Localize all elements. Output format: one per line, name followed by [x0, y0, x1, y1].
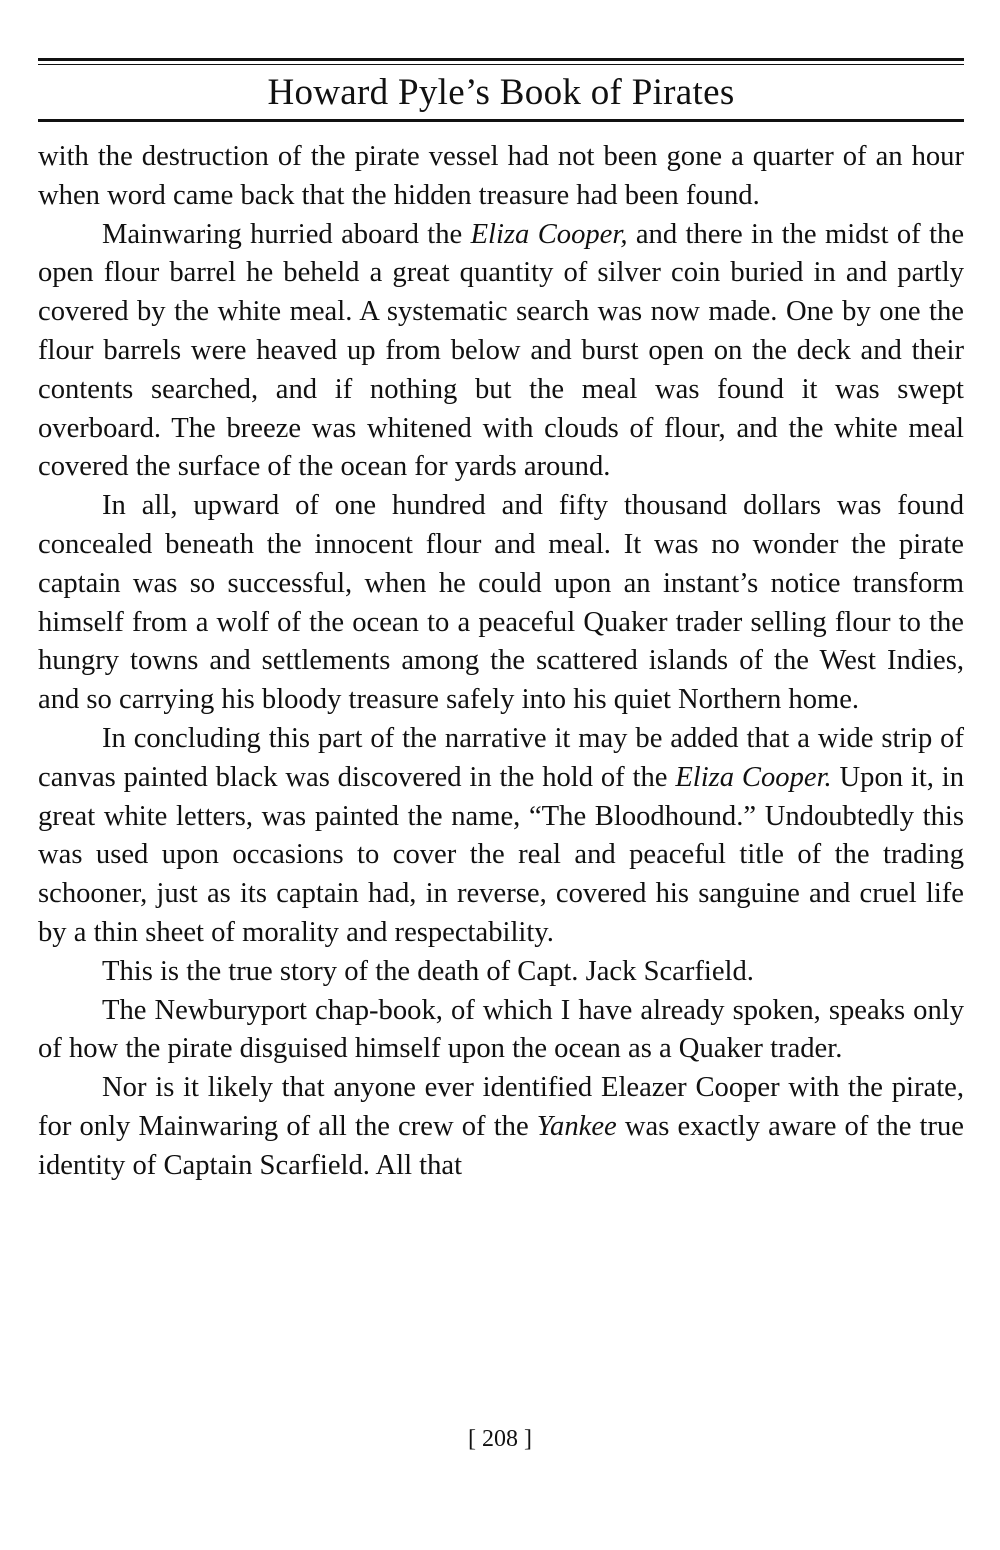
paragraph: [38, 487, 964, 720]
body-text: [38, 138, 964, 1186]
text-segment: In concluding this part of the narrative it may be added that a wide strip of canvas painted black was discovered in the hold of the: [38, 722, 964, 793]
paragraph: [38, 953, 964, 992]
header-rule-top-thin: [38, 64, 964, 65]
text-segment: The Newburyport chap-book, of which I have already spoken, speaks only of how the pirate disguised himself upon the ocean as a Quaker trader.: [38, 994, 964, 1065]
paragraph: [38, 138, 964, 216]
italic-title: Yankee: [536, 1110, 617, 1142]
header-rule-top: [38, 58, 964, 61]
paragraph: [38, 216, 964, 488]
text-segment: In all, upward of one hundred and fifty thousand dollars was found concealed beneath the innocent flour and meal. It was no wonder the pirate captain was so successful, when he could upon an instant’s notice transform himself from a wolf of the ocean to a peaceful Quaker trader selling flour to the hungry towns and settlements among the scattered islands of the West Indies, and so carrying his bloody treasure safely into his quiet Northern home.: [38, 490, 964, 716]
text-segment: was exactly aware of the true identity of Captain Scarfield. All that: [38, 1110, 964, 1181]
paragraph: [38, 720, 964, 953]
text-segment: with the destruction of the pirate vessel had not been gone a quarter of an hour when word came back that the hidden treasure had been found.: [38, 141, 964, 211]
paragraph: [38, 1069, 964, 1185]
text-segment: This is the true story of the death of Capt. Jack Scarfield.: [102, 955, 754, 987]
header-rule-bottom: [38, 119, 964, 122]
paragraph: [38, 992, 964, 1070]
text-segment: and there in the midst of the open flour barrel he beheld a great quantity of silver coin buried in and partly covered by the white meal. A systematic search was now made. One by one the flour barrels were heaved up from below and burst open on the deck and their contents searched, and if nothing but the meal was found it was swept overboard. The breeze was whitened with clouds of flour, and the white meal covered the surface of the ocean for yards around.: [38, 218, 965, 483]
italic-title: Eliza Cooper,: [470, 218, 628, 250]
running-head-title: Howard Pyle’s Book of Pirates: [267, 72, 735, 113]
italic-title: Eliza Cooper.: [675, 761, 832, 793]
page-number: [ 208 ]: [468, 1426, 532, 1452]
book-page: [38, 58, 964, 1186]
text-segment: Mainwaring hurried aboard the: [102, 218, 471, 250]
text-segment: Nor is it likely that anyone ever identified Eleazer Cooper with the pirate, for only Mainwaring of all the crew of the: [38, 1072, 964, 1142]
text-segment: Upon it, in great white letters, was painted the name, “The Bloodhound.” Undoubtedly this was used upon occasions to cover the real and peaceful title of the trading schooner, just as its captain had, in reverse, covered his sanguine and cruel life by a thin sheet of morality and respectability.: [38, 761, 965, 948]
